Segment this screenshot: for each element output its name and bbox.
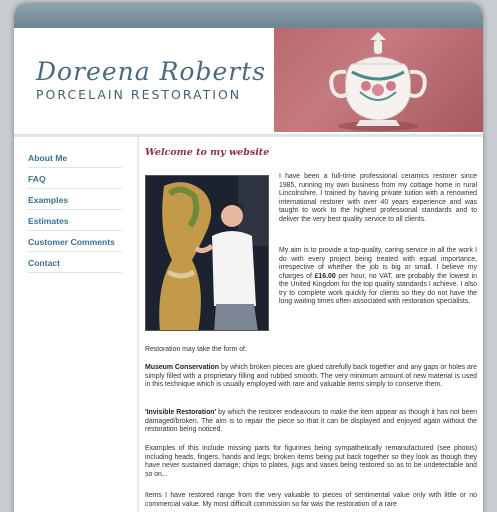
site-logo[interactable] xyxy=(36,58,266,102)
brand-name: Doreena Roberts xyxy=(36,57,267,86)
museum-conservation-title: Museum Conservation xyxy=(145,364,219,371)
sidebar-divider xyxy=(137,137,139,512)
intro-paragraph-1: I have been a full-time professional ceramics restorer since 1985, running my own business from my cottage home in rural Lincolnshire. I trained by having private tuition with a renowned international restorer with over 40 years experience and was taught to work to the highest professional standards and to deliver the very best quality service to all clients. xyxy=(279,173,477,223)
porcelain-vase-image xyxy=(274,28,483,132)
nav-item-examples[interactable]: Examples xyxy=(28,189,122,210)
invisible-restoration-title: 'Invisible Restoration' xyxy=(145,409,217,416)
restorer-photo-image xyxy=(146,176,269,331)
nav-item-estimates[interactable]: Estimates xyxy=(28,210,122,231)
nav-item-contact[interactable]: Contact xyxy=(28,252,122,273)
museum-conservation-paragraph xyxy=(145,364,477,390)
museum-conservation-text: by which broken pieces are glued carefully back together and any gaps or holes are simply filled with a proprietary filling and rubbed smooth. The very minimum amount of new material is used in this technique which is usually employed with rare and valuable items simply to conserve them. xyxy=(145,364,477,388)
intro-2-after: per hour, no VAT, are probably the lowest in the United Kingdom for the top quality standards I achieve. I also try to complete work quickly for clients so they do not have the long waiting times often associated with restoration specialists. xyxy=(279,272,477,305)
welcome-heading: Welcome to my website xyxy=(145,147,270,158)
intro-paragraph-2 xyxy=(279,247,477,307)
restoration-forms-text: Restoration may take the form of: xyxy=(145,346,247,353)
nav-item-faq[interactable]: FAQ xyxy=(28,168,122,189)
sidebar-nav xyxy=(14,137,137,512)
intro-2-before: My aim is to provide a top-quality, caring service in all the work I do with every project being treated with equal importance, irrespective of whether the job is big or small. I believe my charges of xyxy=(279,247,477,280)
invisible-restoration-paragraph xyxy=(145,409,477,435)
restorer-portrait-photo xyxy=(145,175,269,331)
header-porcelain-photo xyxy=(274,28,483,132)
nav-item-customer-comments[interactable]: Customer Comments xyxy=(28,231,122,252)
invisible-restoration-text: by which the restorer endeavours to make the item appear as though it has not been damaged/broken. The aim is to repair the piece so that it can be displayed and enjoyed again without the restoration being noticed. xyxy=(145,409,477,433)
site-header xyxy=(14,28,483,134)
brand-tagline: PORCELAIN RESTORATION xyxy=(36,87,242,102)
hourly-rate: £16.00 xyxy=(314,272,336,280)
examples-paragraph: Examples of this include missing parts for figurines being sympathetically remanufactured (see photos) including heads, fingers, hands and legs; broken items being put back together so they look as though they have never sustained damage; chips to plates, jugs and vases being restored so as to be undetectable and so on... xyxy=(145,445,477,478)
top-bar xyxy=(14,3,483,28)
items-restored-paragraph: Items I have restored range from the very valuable to pieces of sentimental value only with little or no commercial value. My most difficult commission so far was the restoration of a rare xyxy=(145,492,477,508)
page-frame xyxy=(14,3,483,512)
nav-item-about-me[interactable]: About Me xyxy=(28,147,122,168)
